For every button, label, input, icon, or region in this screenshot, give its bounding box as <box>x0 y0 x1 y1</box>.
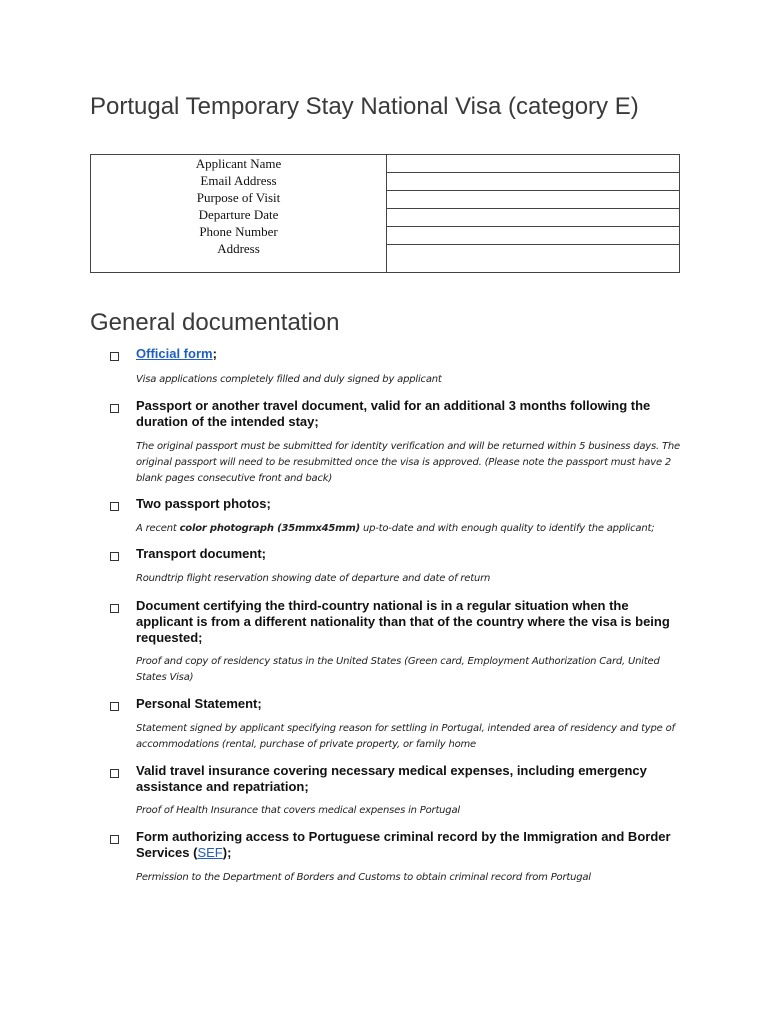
section-title-general-documentation: General documentation <box>90 309 340 336</box>
checkbox-travel-insurance[interactable] <box>110 769 119 778</box>
value-email-address[interactable] <box>387 173 679 191</box>
official-form-suffix: ; <box>212 346 217 361</box>
label-phone-number: Phone Number <box>199 224 278 239</box>
label-departure-date: Departure Date <box>198 207 279 222</box>
value-purpose-of-visit[interactable] <box>387 191 679 209</box>
item-heading <box>136 829 681 861</box>
item-note: Roundtrip flight reservation showing date of departure and date of return <box>136 573 491 584</box>
official-form-link[interactable]: Official form <box>136 346 213 361</box>
checkbox-criminal-record[interactable] <box>110 835 119 844</box>
item-note: Proof of Health Insurance that covers medical expenses in Portugal <box>136 805 460 816</box>
value-address[interactable] <box>387 245 679 272</box>
note-bold: color photograph (35mmx45mm) <box>179 523 360 534</box>
checkbox-transport[interactable] <box>110 552 119 561</box>
item-heading <box>136 346 681 362</box>
document-title: Portugal Temporary Stay National Visa (category E) <box>90 93 639 120</box>
value-applicant-name[interactable] <box>387 155 679 173</box>
applicant-values-cell <box>387 155 680 273</box>
checkbox-personal-statement[interactable] <box>110 702 119 711</box>
item-heading: Valid travel insurance covering necessary medical expenses, including emergency assistance and repatriation; <box>136 763 647 794</box>
item-heading: Transport document; <box>136 546 267 561</box>
label-email-address: Email Address <box>200 173 277 188</box>
note-prefix: A recent <box>136 523 180 534</box>
item-heading: Personal Statement; <box>136 696 262 711</box>
item-heading: Document certifying the third-country national is in a regular situation when the applicant is from a different nationality than that of the country where the visa is being requested; <box>136 598 670 645</box>
checkbox-passport-photos[interactable] <box>110 502 119 511</box>
note-suffix: up-to-date and with enough quality to identify the applicant; <box>359 523 655 534</box>
heading-prefix: Form authorizing access to Portuguese criminal record by the Immigration and Border Services ( <box>136 829 671 860</box>
heading-suffix: ); <box>222 845 232 860</box>
item-note <box>136 521 681 537</box>
checkbox-residency[interactable] <box>110 604 119 613</box>
item-note: Permission to the Department of Borders and Customs to obtain criminal record from Portugal <box>136 872 591 883</box>
sef-link[interactable]: SEF <box>197 845 223 860</box>
item-note: Visa applications completely filled and duly signed by applicant <box>136 374 442 385</box>
item-note: The original passport must be submitted for identity verification and will be returned within 5 business days. The original passport will need to be resubmitted once the visa is approved. (Please note the passport must have 2 blank pages consecutive front and back) <box>136 441 680 484</box>
applicant-labels-cell <box>91 155 387 273</box>
value-departure-date[interactable] <box>387 209 679 227</box>
label-applicant-name: Applicant Name <box>195 156 282 171</box>
item-note: Statement signed by applicant specifying reason for settling in Portugal, intended area of residency and type of accommodations (rental, purchase of private property, or family home <box>136 723 675 750</box>
applicant-info-table <box>90 154 680 273</box>
label-purpose-of-visit: Purpose of Visit <box>196 190 281 205</box>
value-phone-number[interactable] <box>387 227 679 245</box>
checkbox-official-form[interactable] <box>110 352 119 361</box>
item-note: Proof and copy of residency status in the United States (Green card, Employment Authorization Card, United States Visa) <box>136 656 660 683</box>
item-heading: Passport or another travel document, valid for an additional 3 months following the duration of the intended stay; <box>136 398 651 429</box>
label-address: Address <box>217 241 260 256</box>
checkbox-passport[interactable] <box>110 404 119 413</box>
item-heading: Two passport photos; <box>136 496 271 511</box>
